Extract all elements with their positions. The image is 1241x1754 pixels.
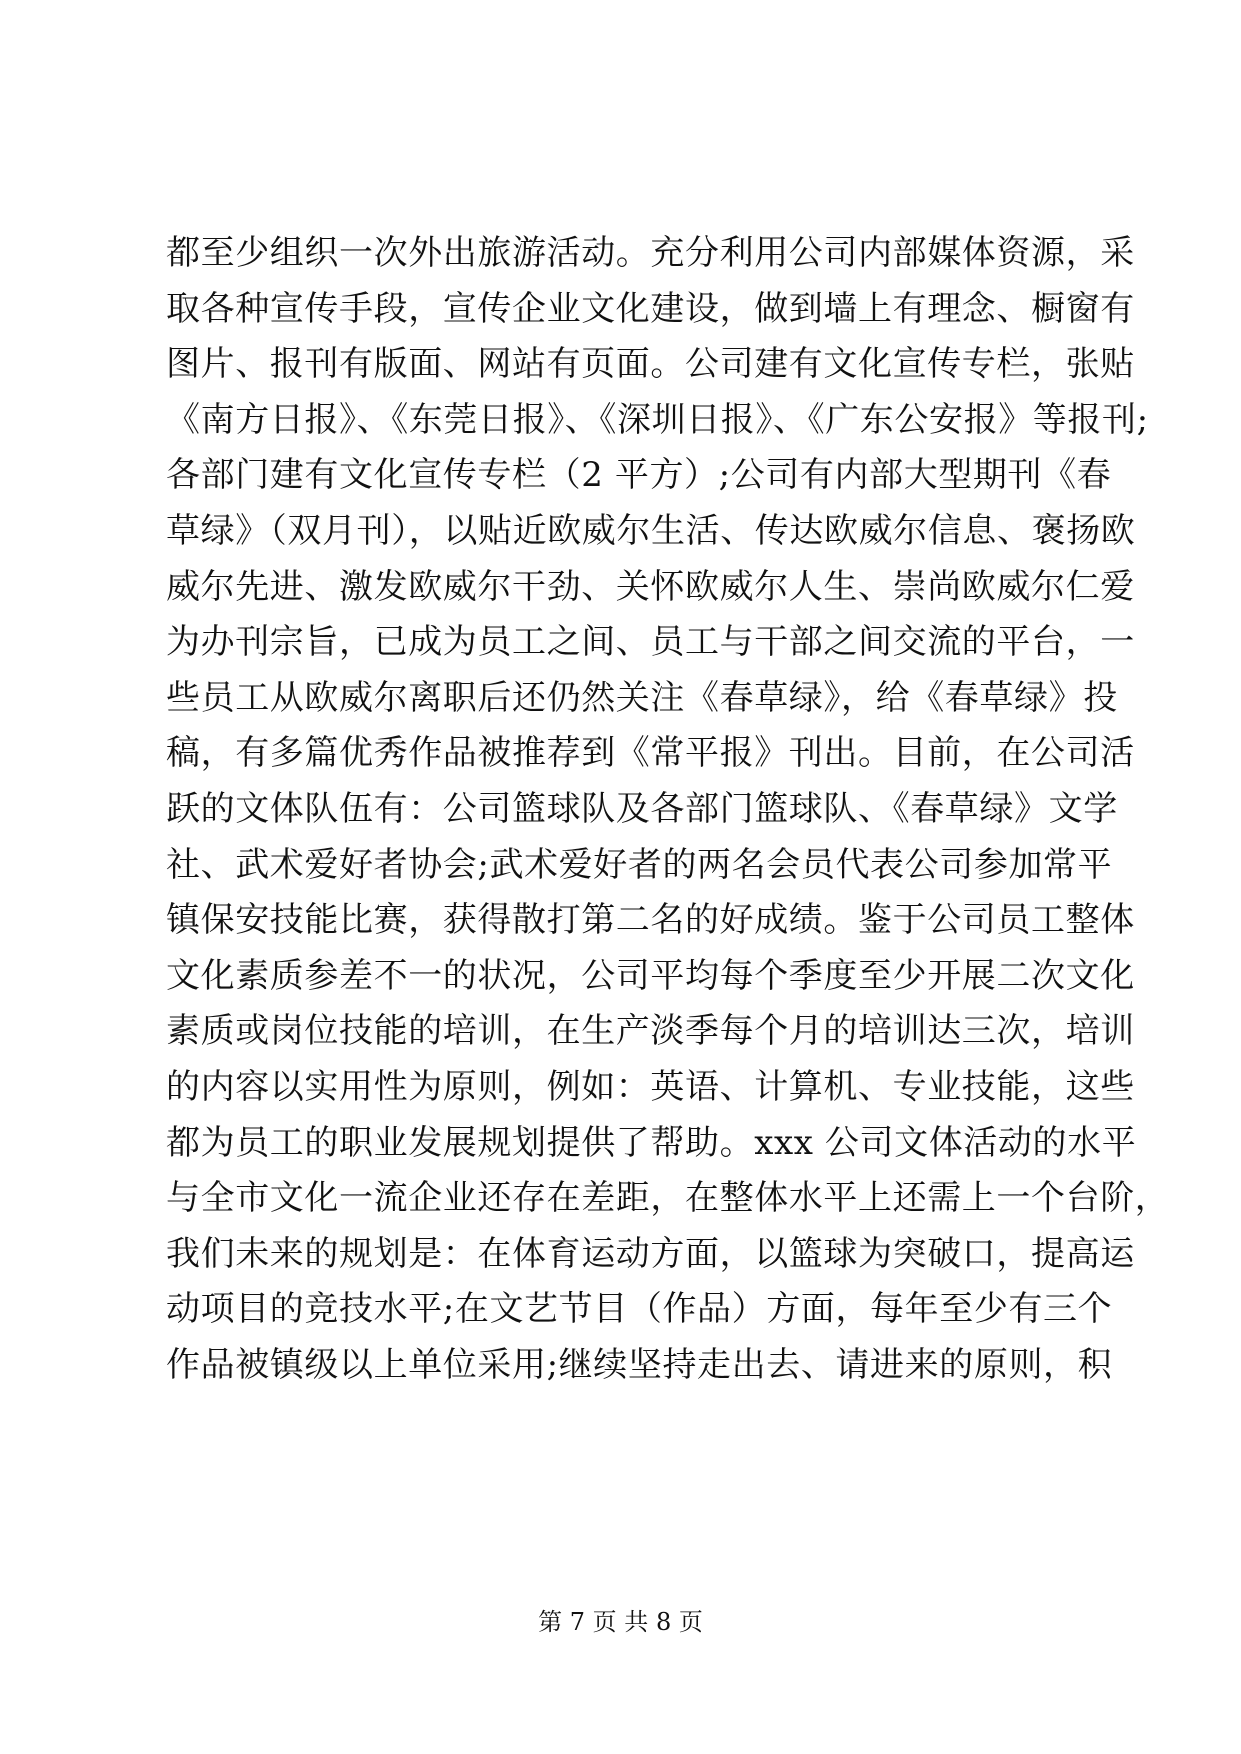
- body-line: 的内容以实用性为原则，例如：英语、计算机、专业技能，这些: [166, 1066, 1135, 1107]
- body-line: 都至少组织一次外出旅游活动。充分利用公司内部媒体资源，采: [166, 233, 1135, 273]
- page-number-footer: 第 7 页 共 8 页: [538, 1608, 703, 1636]
- body-line: 动项目的竞技水平;在文艺节目（作品）方面，每年至少有三个: [166, 1289, 1113, 1330]
- body-line: 镇保安技能比赛，获得散打第二名的好成绩。鉴于公司员工整体: [166, 900, 1135, 941]
- document-body: [166, 226, 1170, 1393]
- body-line: 各部门建有文化宣传专栏（2 平方）;公司有内部大型期刊《春: [166, 455, 1112, 496]
- body-line: 草绿》（双月刊），以贴近欧威尔生活、传达欧威尔信息、褒扬欧: [166, 510, 1136, 551]
- body-line: 都为员工的职业发展规划提供了帮助。xxx 公司文体活动的水平: [166, 1122, 1137, 1163]
- body-line: 社、武术爱好者协会;武术爱好者的两名会员代表公司参加常平: [166, 844, 1113, 885]
- body-line: 跃的文体队伍有：公司篮球队及各部门篮球队、《春草绿》文学: [166, 788, 1118, 829]
- body-line: 些员工从欧威尔离职后还仍然关注《春草绿》，给《春草绿》投: [166, 677, 1118, 718]
- body-line: 我们未来的规划是：在体育运动方面，以篮球为突破口，提高运: [166, 1233, 1135, 1274]
- body-line: 文化素质参差不一的状况，公司平均每个季度至少开展二次文化: [166, 955, 1135, 996]
- body-line: 素质或岗位技能的培训，在生产淡季每个月的培训达三次，培训: [166, 1011, 1135, 1052]
- body-line: 图片、报刊有版面、网站有页面。公司建有文化宣传专栏，张贴: [166, 344, 1135, 385]
- body-line: 威尔先进、激发欧威尔干劲、关怀欧威尔人生、崇尚欧威尔仁爱: [166, 566, 1135, 607]
- body-line: 作品被镇级以上单位采用;继续坚持走出去、请进来的原则，积: [166, 1344, 1113, 1385]
- body-line: 稿，有多篇优秀作品被推荐到《常平报》刊出。目前，在公司活: [166, 733, 1135, 774]
- body-line: 《南方日报》、《东莞日报》、《深圳日报》、《广东公安报》等报刊;: [166, 399, 1149, 440]
- body-line: 为办刊宗旨，已成为员工之间、员工与干部之间交流的平台，一: [166, 622, 1135, 663]
- body-line: 与全市文化一流企业还存在差距，在整体水平上还需上一个台阶，: [166, 1178, 1170, 1219]
- body-line: 取各种宣传手段，宣传企业文化建设，做到墙上有理念、橱窗有: [166, 288, 1135, 329]
